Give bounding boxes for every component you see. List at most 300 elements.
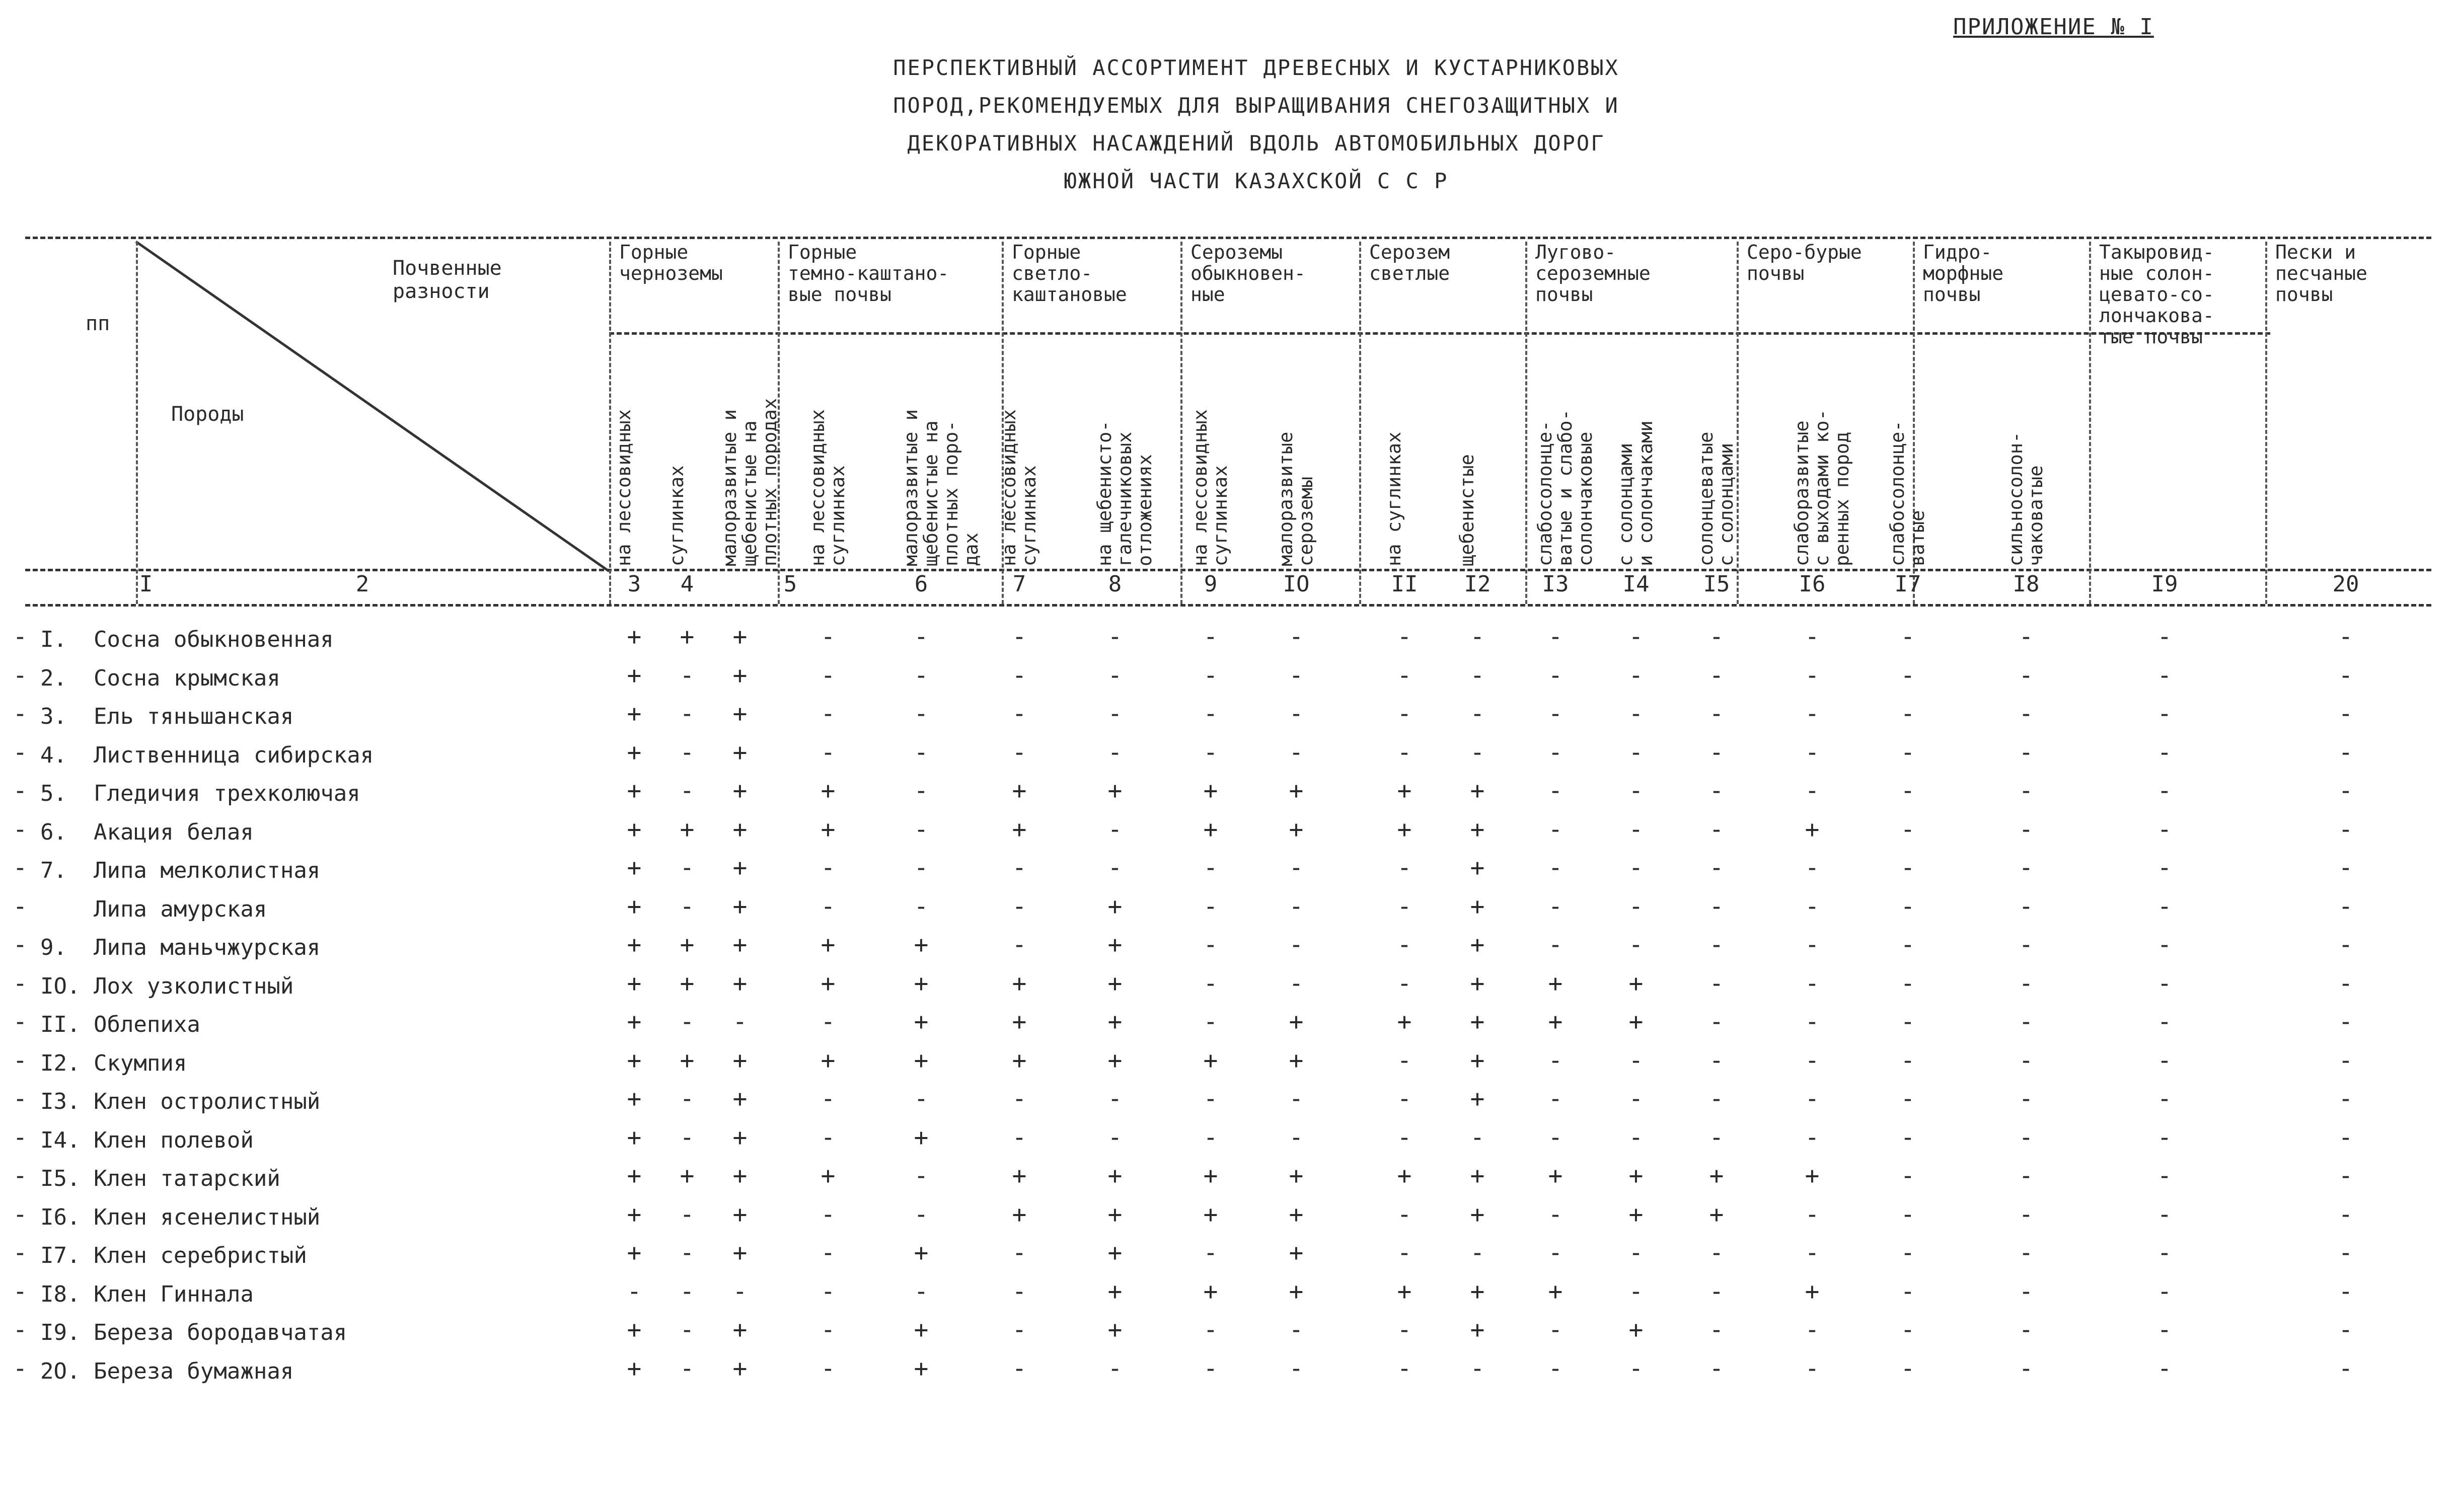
suitability-mark: - [1805,1085,1820,1113]
suitability-mark: - [1805,1008,1820,1036]
suitability-mark: + [627,1046,642,1075]
suitability-mark: - [914,738,929,767]
suitability-mark: - [914,1162,929,1190]
suitability-mark: + [1470,931,1485,959]
suitability-mark: + [1107,1277,1123,1306]
subcolumn-header-17: слаборазвитые с выходами ко- ренных пород [1791,409,1853,566]
suitability-mark: - [2338,931,2353,959]
suitability-mark: + [914,1316,929,1344]
column-number: 3 [627,571,641,597]
title-line-3: ДЕКОРАТИВНЫХ НАСАЖДЕНИЙ ВДОЛЬ АВТОМОБИЛЬНЫХ ДОРОГ [907,131,1605,156]
suitability-mark: - [1900,1239,1915,1267]
suitability-mark: - [1628,623,1644,651]
suitability-mark: - [1012,700,1027,728]
suitability-mark: - [914,777,929,805]
suitability-mark: + [1470,969,1485,998]
suitability-mark: - [2019,661,2034,690]
suitability-mark: - [1628,1046,1644,1075]
suitability-mark: - [1805,623,1820,651]
soil-group-5: Серозем светлые [1369,241,1450,284]
suitability-mark: - [1203,700,1218,728]
suitability-mark: + [627,1123,642,1152]
suitability-mark: - [2157,1277,2172,1306]
suitability-mark: - [914,892,929,921]
suitability-mark: + [914,931,929,959]
suitability-mark: - [2157,1239,2172,1267]
suitability-mark: - [1397,700,1412,728]
suitability-mark: - [1203,661,1218,690]
suitability-mark: - [1470,738,1485,767]
species-name: 5. Гледичия трехколючая [40,781,360,806]
suitability-mark: - [1289,931,1304,959]
suitability-mark: + [732,1162,748,1190]
suitability-mark: - [2157,1046,2172,1075]
suitability-mark: - [13,700,28,728]
column-number: 2 [355,571,369,597]
suitability-mark: + [914,1123,929,1152]
column-number: I2 [1464,571,1491,597]
suitability-mark: - [1709,815,1724,844]
suitability-mark: + [1012,777,1027,805]
suitability-mark: - [1709,1046,1724,1075]
suitability-mark: - [1709,1277,1724,1306]
soil-group-7: Серо-бурые почвы [1747,241,1862,284]
suitability-mark: + [627,815,642,844]
column-number: 20 [2332,571,2359,597]
suitability-mark: - [821,661,836,690]
species-divider [609,242,611,604]
suitability-mark: + [1548,969,1563,998]
group-divider [1525,242,1527,604]
suitability-mark: + [1289,1008,1304,1036]
suitability-mark: - [1203,854,1218,882]
suitability-mark: - [1107,623,1123,651]
suitability-mark: + [627,1162,642,1190]
suitability-mark: - [1805,1239,1820,1267]
suitability-mark: + [732,1316,748,1344]
suitability-mark: + [1107,969,1123,998]
suitability-mark: - [2019,931,2034,959]
suitability-mark: - [821,1277,836,1306]
suitability-mark: - [13,815,28,844]
species-name: II. Облепиха [40,1012,200,1037]
suitability-mark: - [1012,1085,1027,1113]
suitability-mark: - [1628,892,1644,921]
suitability-mark: - [1709,1008,1724,1036]
suitability-mark: - [2338,1123,2353,1152]
suitability-mark: - [732,1008,748,1036]
suitability-mark: - [1709,1239,1724,1267]
suitability-mark: + [732,931,748,959]
suitability-mark: + [732,892,748,921]
species-name: IO. Лох узколистный [40,973,294,999]
suitability-mark: - [2157,1123,2172,1152]
suitability-mark: - [1805,931,1820,959]
suitability-mark: + [1203,1200,1218,1229]
suitability-mark: + [1805,815,1820,844]
suitability-mark: - [1548,1123,1563,1152]
suitability-mark: - [2019,1316,2034,1344]
suitability-mark: + [821,1046,836,1075]
suitability-mark: + [1107,892,1123,921]
suitability-mark: - [1709,931,1724,959]
suitability-mark: - [1012,1354,1027,1383]
suitability-mark: - [13,1123,28,1152]
suitability-mark: + [627,700,642,728]
species-name: Липа амурская [40,896,267,922]
suitability-mark: - [1628,661,1644,690]
suitability-mark: - [1900,1277,1915,1306]
suitability-mark: - [2157,854,2172,882]
suitability-mark: + [1107,1046,1123,1075]
suitability-mark: - [680,1239,695,1267]
soil-group-8: Гидро- морфные почвы [1923,241,2004,306]
suitability-mark: - [680,1316,695,1344]
suitability-mark: - [2019,1162,2034,1190]
suitability-mark: + [1289,1162,1304,1190]
suitability-mark: + [1397,815,1412,844]
suitability-mark: + [732,1046,748,1075]
suitability-mark: + [1470,1085,1485,1113]
suitability-mark: - [1397,1200,1412,1229]
suitability-mark: + [1397,1162,1412,1190]
suitability-mark: - [2157,661,2172,690]
suitability-mark: - [1709,738,1724,767]
suitability-mark: - [2338,700,2353,728]
suitability-mark: + [1012,1200,1027,1229]
suitability-mark: + [1628,1200,1644,1229]
suitability-mark: - [1012,892,1027,921]
suitability-mark: - [1289,623,1304,651]
subcolumn-header-10: на лессовидных суглинках [1189,409,1231,566]
suitability-mark: - [1203,623,1218,651]
suitability-mark: - [1289,738,1304,767]
suitability-mark: + [1203,1277,1218,1306]
suitability-mark: + [680,931,695,959]
suitability-mark: + [1709,1162,1724,1190]
suitability-mark: + [914,1239,929,1267]
soil-group-3: Горные светло- каштановые [1012,241,1127,306]
suitability-mark: + [1397,1277,1412,1306]
suitability-mark: - [1548,1200,1563,1229]
suitability-mark: + [732,1354,748,1383]
suitability-mark: - [2019,1085,2034,1113]
suitability-mark: - [2338,1008,2353,1036]
suitability-mark: + [732,969,748,998]
suitability-mark: - [13,1239,28,1267]
suitability-mark: - [1628,777,1644,805]
suitability-mark: - [2157,931,2172,959]
suitability-mark: + [732,1123,748,1152]
suitability-mark: - [1397,1239,1412,1267]
suitability-mark: - [1012,1277,1027,1306]
suitability-mark: + [1012,1046,1027,1075]
suitability-mark: + [1470,777,1485,805]
suitability-mark: - [821,1316,836,1344]
subcolumn-header-12: на суглинках [1383,431,1405,566]
suitability-mark: - [1289,1316,1304,1344]
suitability-mark: - [13,854,28,882]
suitability-mark: - [2157,969,2172,998]
suitability-mark: + [1107,1200,1123,1229]
suitability-mark: - [1012,931,1027,959]
suitability-mark: - [1900,1316,1915,1344]
suitability-mark: - [1203,1316,1218,1344]
suitability-mark: + [821,1162,836,1190]
column-number: I9 [2151,571,2178,597]
suitability-mark: - [1805,1200,1820,1229]
suitability-mark: + [732,854,748,882]
suitability-mark: - [1900,738,1915,767]
suitability-mark: - [1628,738,1644,767]
subcolumn-header-3: на лессовидных [613,409,635,566]
suitability-mark: + [627,777,642,805]
suitability-mark: - [1900,1162,1915,1190]
suitability-mark: - [821,1085,836,1113]
suitability-mark: + [1548,1277,1563,1306]
suitability-mark: - [2019,1200,2034,1229]
suitability-mark: - [1203,1354,1218,1383]
suitability-mark: - [2338,1162,2353,1190]
suitability-mark: - [821,738,836,767]
suitability-mark: + [1470,1008,1485,1036]
suitability-mark: + [821,777,836,805]
suitability-mark: - [2338,969,2353,998]
suitability-mark: - [1012,623,1027,651]
species-name: I. Сосна обыкновенная [40,627,334,652]
suitability-mark: - [1203,931,1218,959]
subcolumn-header-14: слабосолонце- ватые и слабо- солончаковые [1534,409,1596,566]
suitability-mark: + [1628,969,1644,998]
suitability-mark: + [627,892,642,921]
suitability-mark: - [2157,700,2172,728]
suitability-mark: - [821,854,836,882]
column-number: II [1391,571,1418,597]
suitability-mark: + [1012,815,1027,844]
suitability-mark: - [1107,661,1123,690]
suitability-mark: + [1548,1162,1563,1190]
subcolumn-header-7: малоразвитые и щебенистые на плотных поро- дах [900,409,982,566]
suitability-mark: - [1203,1085,1218,1113]
suitability-mark: - [1628,1239,1644,1267]
suitability-mark: - [1900,854,1915,882]
suitability-mark: - [2019,1277,2034,1306]
suitability-mark: - [1628,815,1644,844]
suitability-mark: - [1397,1123,1412,1152]
suitability-mark: - [2338,1200,2353,1229]
column-number: 5 [783,571,797,597]
suitability-mark: - [1289,661,1304,690]
suitability-mark: - [13,1316,28,1344]
suitability-mark: - [2338,892,2353,921]
subcolumn-header-8: на лессовидных суглинках [998,409,1040,566]
suitability-mark: - [1805,1354,1820,1383]
species-name: I3. Клен остролистный [40,1089,321,1114]
soil-group-1: Горные черноземы [619,241,723,284]
suitability-mark: - [1709,777,1724,805]
suitability-mark: + [1012,1008,1027,1036]
suitability-mark: + [1203,777,1218,805]
num-divider [136,242,138,604]
suitability-mark: + [1289,1277,1304,1306]
appendix-label: ПРИЛОЖЕНИЕ № I [1953,14,2154,40]
suitability-mark: - [1397,1046,1412,1075]
suitability-mark: + [1289,1200,1304,1229]
subcolumn-header-6: на лессовидных суглинках [807,409,849,566]
suitability-mark: - [1709,892,1724,921]
number-column-label: пп [86,312,110,335]
suitability-mark: - [2157,1008,2172,1036]
suitability-mark: + [1628,1162,1644,1190]
suitability-mark: - [2338,623,2353,651]
suitability-mark: - [2157,1085,2172,1113]
suitability-mark: - [914,1200,929,1229]
suitability-mark: - [1289,854,1304,882]
soil-types-label: Почвенные разности [393,257,502,303]
suitability-mark: - [1900,1046,1915,1075]
suitability-mark: - [1397,854,1412,882]
suitability-mark: + [914,969,929,998]
suitability-mark: - [1397,661,1412,690]
suitability-mark: + [1107,777,1123,805]
suitability-mark: - [1203,1239,1218,1267]
suitability-mark: - [821,700,836,728]
suitability-mark: - [1709,661,1724,690]
suitability-mark: + [914,1354,929,1383]
suitability-mark: - [1709,1085,1724,1113]
suitability-mark: - [914,623,929,651]
suitability-mark: - [2157,892,2172,921]
species-name: I2. Скумпия [40,1050,187,1076]
suitability-mark: - [732,1277,748,1306]
suitability-mark: + [1709,1200,1724,1229]
suitability-mark: - [13,1085,28,1113]
suitability-mark: + [1470,892,1485,921]
suitability-mark: - [821,1200,836,1229]
suitability-mark: - [1709,623,1724,651]
suitability-mark: + [1397,1008,1412,1036]
suitability-mark: - [680,854,695,882]
suitability-mark: + [627,969,642,998]
suitability-mark: - [2338,777,2353,805]
suitability-mark: - [680,1354,695,1383]
suitability-mark: + [680,623,695,651]
suitability-mark: - [1397,969,1412,998]
suitability-mark: - [13,1200,28,1229]
suitability-mark: - [1470,661,1485,690]
suitability-mark: - [821,623,836,651]
suitability-mark: - [13,1162,28,1190]
number-row-rule [25,604,2431,607]
suitability-mark: - [1548,854,1563,882]
suitability-mark: + [914,1046,929,1075]
suitability-mark: - [2157,1162,2172,1190]
group-divider [2265,242,2267,604]
suitability-mark: - [914,1085,929,1113]
suitability-mark: - [2019,815,2034,844]
suitability-mark: - [1203,738,1218,767]
suitability-mark: + [627,854,642,882]
suitability-mark: - [2338,1316,2353,1344]
suitability-mark: - [1397,892,1412,921]
species-name: I9. Береза бородавчатая [40,1320,347,1345]
suitability-mark: - [1107,854,1123,882]
suitability-mark: + [627,623,642,651]
suitability-mark: - [914,700,929,728]
suitability-mark: + [1397,777,1412,805]
species-name: I6. Клен ясенелистный [40,1204,321,1230]
suitability-mark: + [1805,1277,1820,1306]
suitability-mark: - [1289,1123,1304,1152]
suitability-mark: - [1289,1354,1304,1383]
suitability-mark: + [1628,1008,1644,1036]
suitability-mark: - [13,777,28,805]
suitability-mark: + [1470,1200,1485,1229]
suitability-mark: + [1289,1239,1304,1267]
suitability-mark: - [2019,777,2034,805]
suitability-mark: - [914,1277,929,1306]
column-number: 6 [914,571,928,597]
subcolumn-header-9: на щебенисто- галечниковых отложениях [1094,420,1156,566]
suitability-mark: + [1289,815,1304,844]
suitability-mark: - [1289,1085,1304,1113]
suitability-mark: - [13,1277,28,1306]
suitability-mark: - [1900,661,1915,690]
suitability-mark: - [1805,969,1820,998]
suitability-mark: + [732,1085,748,1113]
suitability-mark: - [1203,1008,1218,1036]
suitability-mark: - [1548,623,1563,651]
suitability-mark: - [1012,1316,1027,1344]
suitability-mark: - [1289,969,1304,998]
suitability-mark: - [680,1200,695,1229]
suitability-mark: + [732,1239,748,1267]
suitability-mark: - [1470,1354,1485,1383]
species-name: 4. Лиственница сибирская [40,742,374,768]
suitability-mark: - [2338,1046,2353,1075]
suitability-mark: + [627,738,642,767]
suitability-mark: + [821,931,836,959]
suitability-mark: - [1548,700,1563,728]
suitability-mark: - [1397,931,1412,959]
suitability-mark: - [1289,892,1304,921]
suitability-mark: + [680,815,695,844]
suitability-mark: - [1470,1123,1485,1152]
suitability-mark: - [1900,1354,1915,1383]
suitability-mark: - [1548,815,1563,844]
suitability-mark: - [2338,815,2353,844]
suitability-mark: + [732,1200,748,1229]
suitability-mark: - [1397,1085,1412,1113]
suitability-mark: + [680,969,695,998]
suitability-mark: - [1900,931,1915,959]
suitability-mark: - [821,1008,836,1036]
species-name: 6. Акация белая [40,819,254,845]
suitability-mark: + [627,1316,642,1344]
group-divider [1180,242,1182,604]
suitability-mark: - [680,700,695,728]
suitability-mark: + [1107,931,1123,959]
group-divider [1359,242,1361,604]
suitability-mark: - [2338,854,2353,882]
suitability-mark: - [2019,1008,2034,1036]
suitability-mark: - [1012,738,1027,767]
suitability-mark: + [1203,1046,1218,1075]
suitability-mark: - [1203,969,1218,998]
suitability-mark: + [1107,1162,1123,1190]
suitability-mark: - [1548,1239,1563,1267]
suitability-mark: - [2157,1316,2172,1344]
